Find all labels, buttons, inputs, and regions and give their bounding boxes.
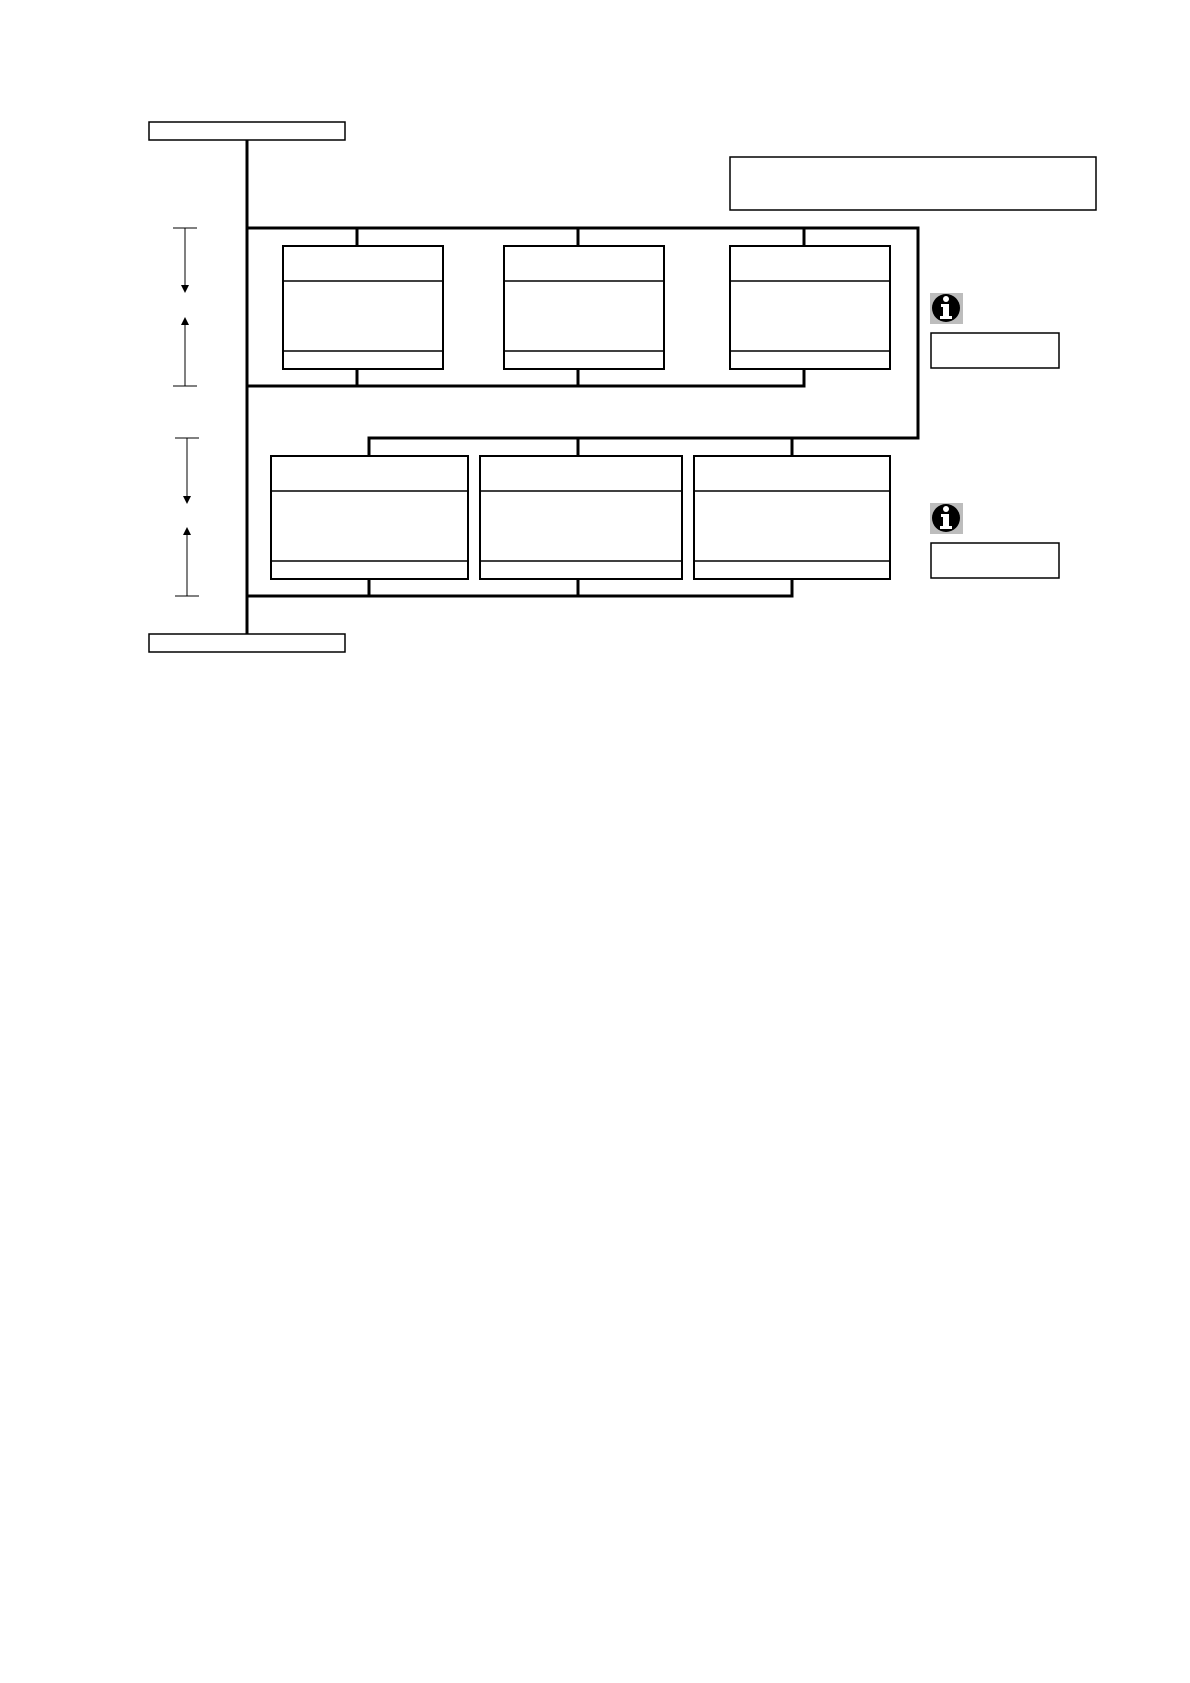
start-box (149, 122, 345, 140)
stage-1-duration-arrows (173, 228, 197, 386)
stage-1-info-icon (930, 293, 963, 324)
stage-2-duration-arrows (175, 438, 199, 596)
note-box (730, 157, 1096, 210)
stage-2-activity-2 (480, 456, 682, 579)
stage-2-info-box (931, 543, 1059, 578)
stage-2-info-icon (930, 503, 963, 534)
stage-1-activity-1 (283, 246, 443, 369)
stage-2-activity-1 (271, 456, 468, 579)
end-box (149, 634, 345, 652)
stage-1-activity-2 (504, 246, 664, 369)
stage-1-activity-3 (730, 246, 890, 369)
stage-2-activity-3 (694, 456, 890, 579)
stage-1-info-box (931, 333, 1059, 368)
